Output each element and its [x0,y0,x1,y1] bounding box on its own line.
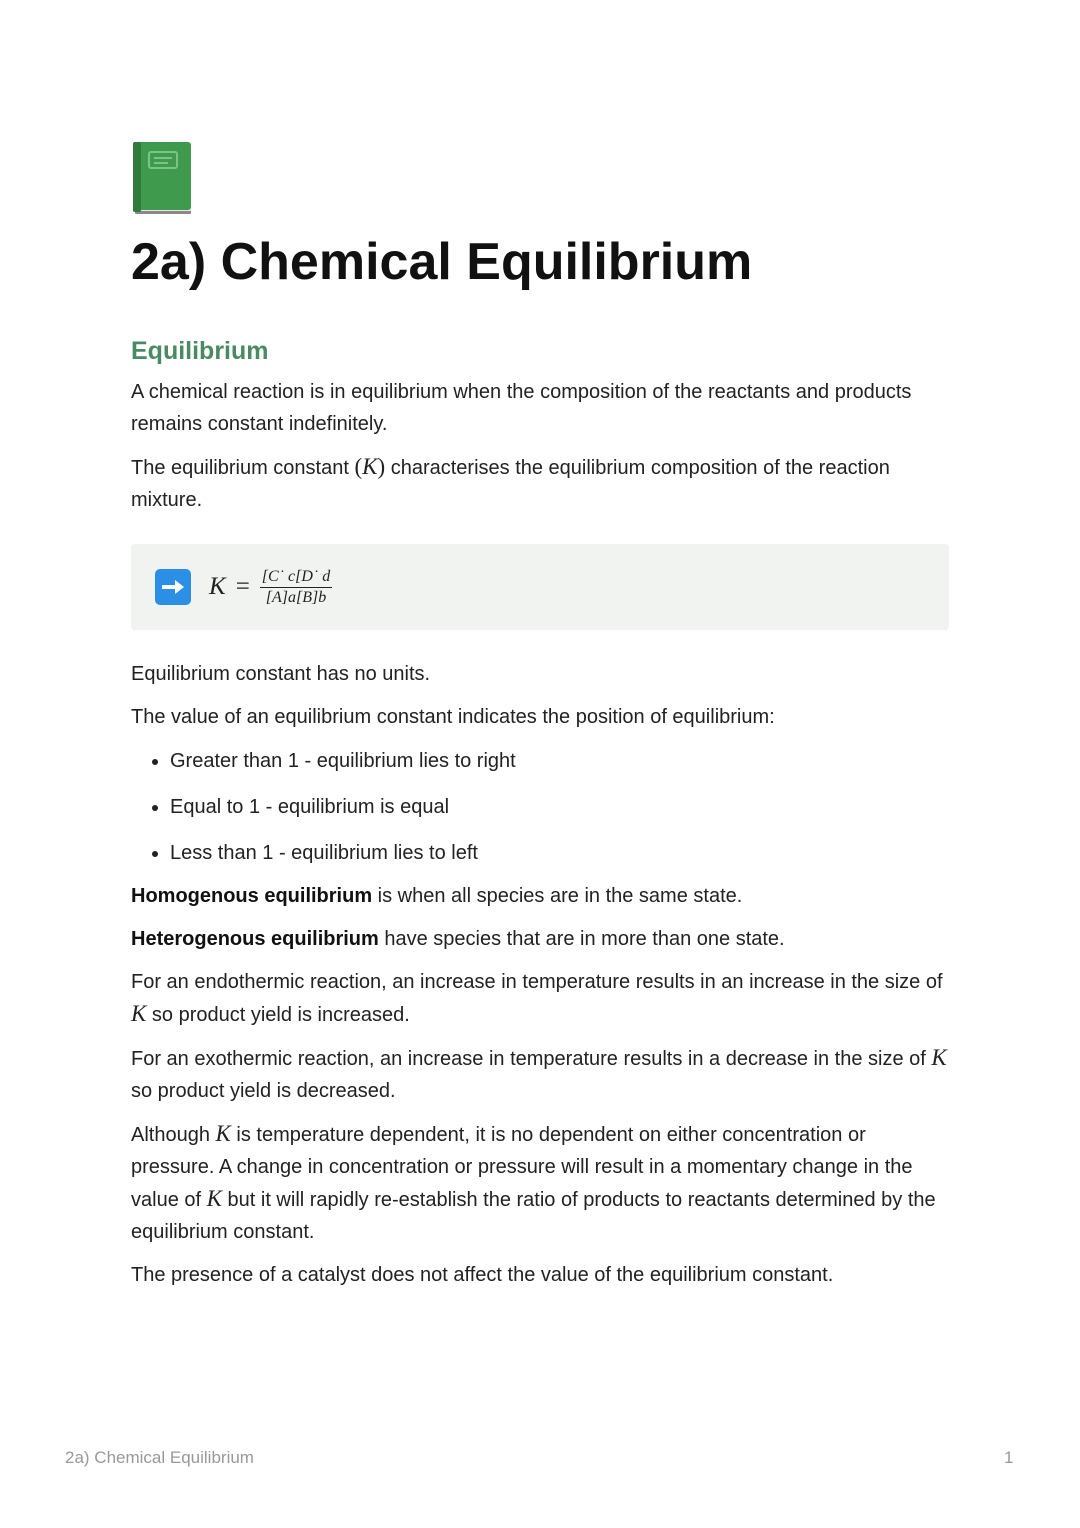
math-symbol-k: K [131,1001,147,1026]
term-homogenous: Homogenous equilibrium [131,885,373,907]
math-paren: ( [354,454,363,479]
green-book-icon [131,140,193,216]
text-segment: Although [131,1124,216,1146]
math-symbol-k: K [362,454,378,479]
paragraph-endothermic [131,966,949,1031]
formula-numerator: [C˙ c[D˙ d [260,568,332,588]
equilibrium-constant-formula [209,568,332,607]
text-segment: For an endothermic reaction, an increase in temperature results in an increase in the size of [131,971,943,993]
formula-fraction [260,568,332,607]
equilibrium-position-list [131,745,949,869]
text-segment: is when all species are in the same state. [372,885,743,907]
list-item: • Equal to 1 - equilibrium is equal [170,791,949,823]
section-heading: Equilibrium [131,337,269,365]
paragraph-homogenous [131,880,949,912]
text-segment: is temperature dependent, it is no dependent on either concentration or pressure. A change in concentration or pressure will result in a momentary change in the value of [131,1124,913,1211]
text-segment: characterises the equilibrium composition of the reaction mixture. [131,457,890,511]
math-symbol-k: K [206,1186,222,1211]
math-symbol-k: K [215,1121,231,1146]
list-item: • Greater than 1 - equilibrium lies to right [170,745,949,777]
paragraph-heterogenous [131,923,949,955]
paragraph-no-units: Equilibrium constant has no units. [131,663,431,685]
formula-equals: = [235,573,250,600]
paragraph-catalyst: The presence of a catalyst does not affect the value of the equilibrium constant. [131,1264,834,1286]
paragraph-temperature-dependence [131,1118,949,1248]
math-paren: ) [377,454,386,479]
footer-title: 2a) Chemical Equilibrium [65,1448,254,1467]
page-title: 2a) Chemical Equilibrium [131,233,753,291]
list-item: • Less than 1 - equilibrium lies to left [170,837,949,869]
text-segment: have species that are in more than one state. [378,928,785,950]
text-segment: but it will rapidly re-establish the ratio of products to reactants determined by the equilibrium constant. [131,1189,936,1243]
text-segment: so product yield is increased. [146,1004,410,1026]
formula-denominator: [A]a[B]b [265,588,327,606]
paragraph-equilibrium-definition: A chemical reaction is in equilibrium when the composition of the reactants and products remains constant indefinitely. [131,381,912,435]
text-segment: so product yield is decreased. [131,1080,396,1102]
term-heterogenous: Heterogenous equilibrium [131,928,379,950]
paragraph-position-of-equilibrium: The value of an equilibrium constant indicates the position of equilibrium: [131,706,775,728]
formula-callout [131,544,949,630]
document-page [131,140,949,1291]
text-segment: The equilibrium constant [131,457,355,479]
paragraph-equilibrium-constant [131,451,949,516]
math-symbol-k: K [931,1045,947,1070]
text-segment: For an exothermic reaction, an increase in temperature results in a decrease in the size of [131,1048,932,1070]
formula-lhs: K [209,573,226,600]
paragraph-exothermic [131,1042,949,1107]
right-arrow-icon [155,569,191,605]
footer-page-number: 1 [1004,1448,1014,1467]
